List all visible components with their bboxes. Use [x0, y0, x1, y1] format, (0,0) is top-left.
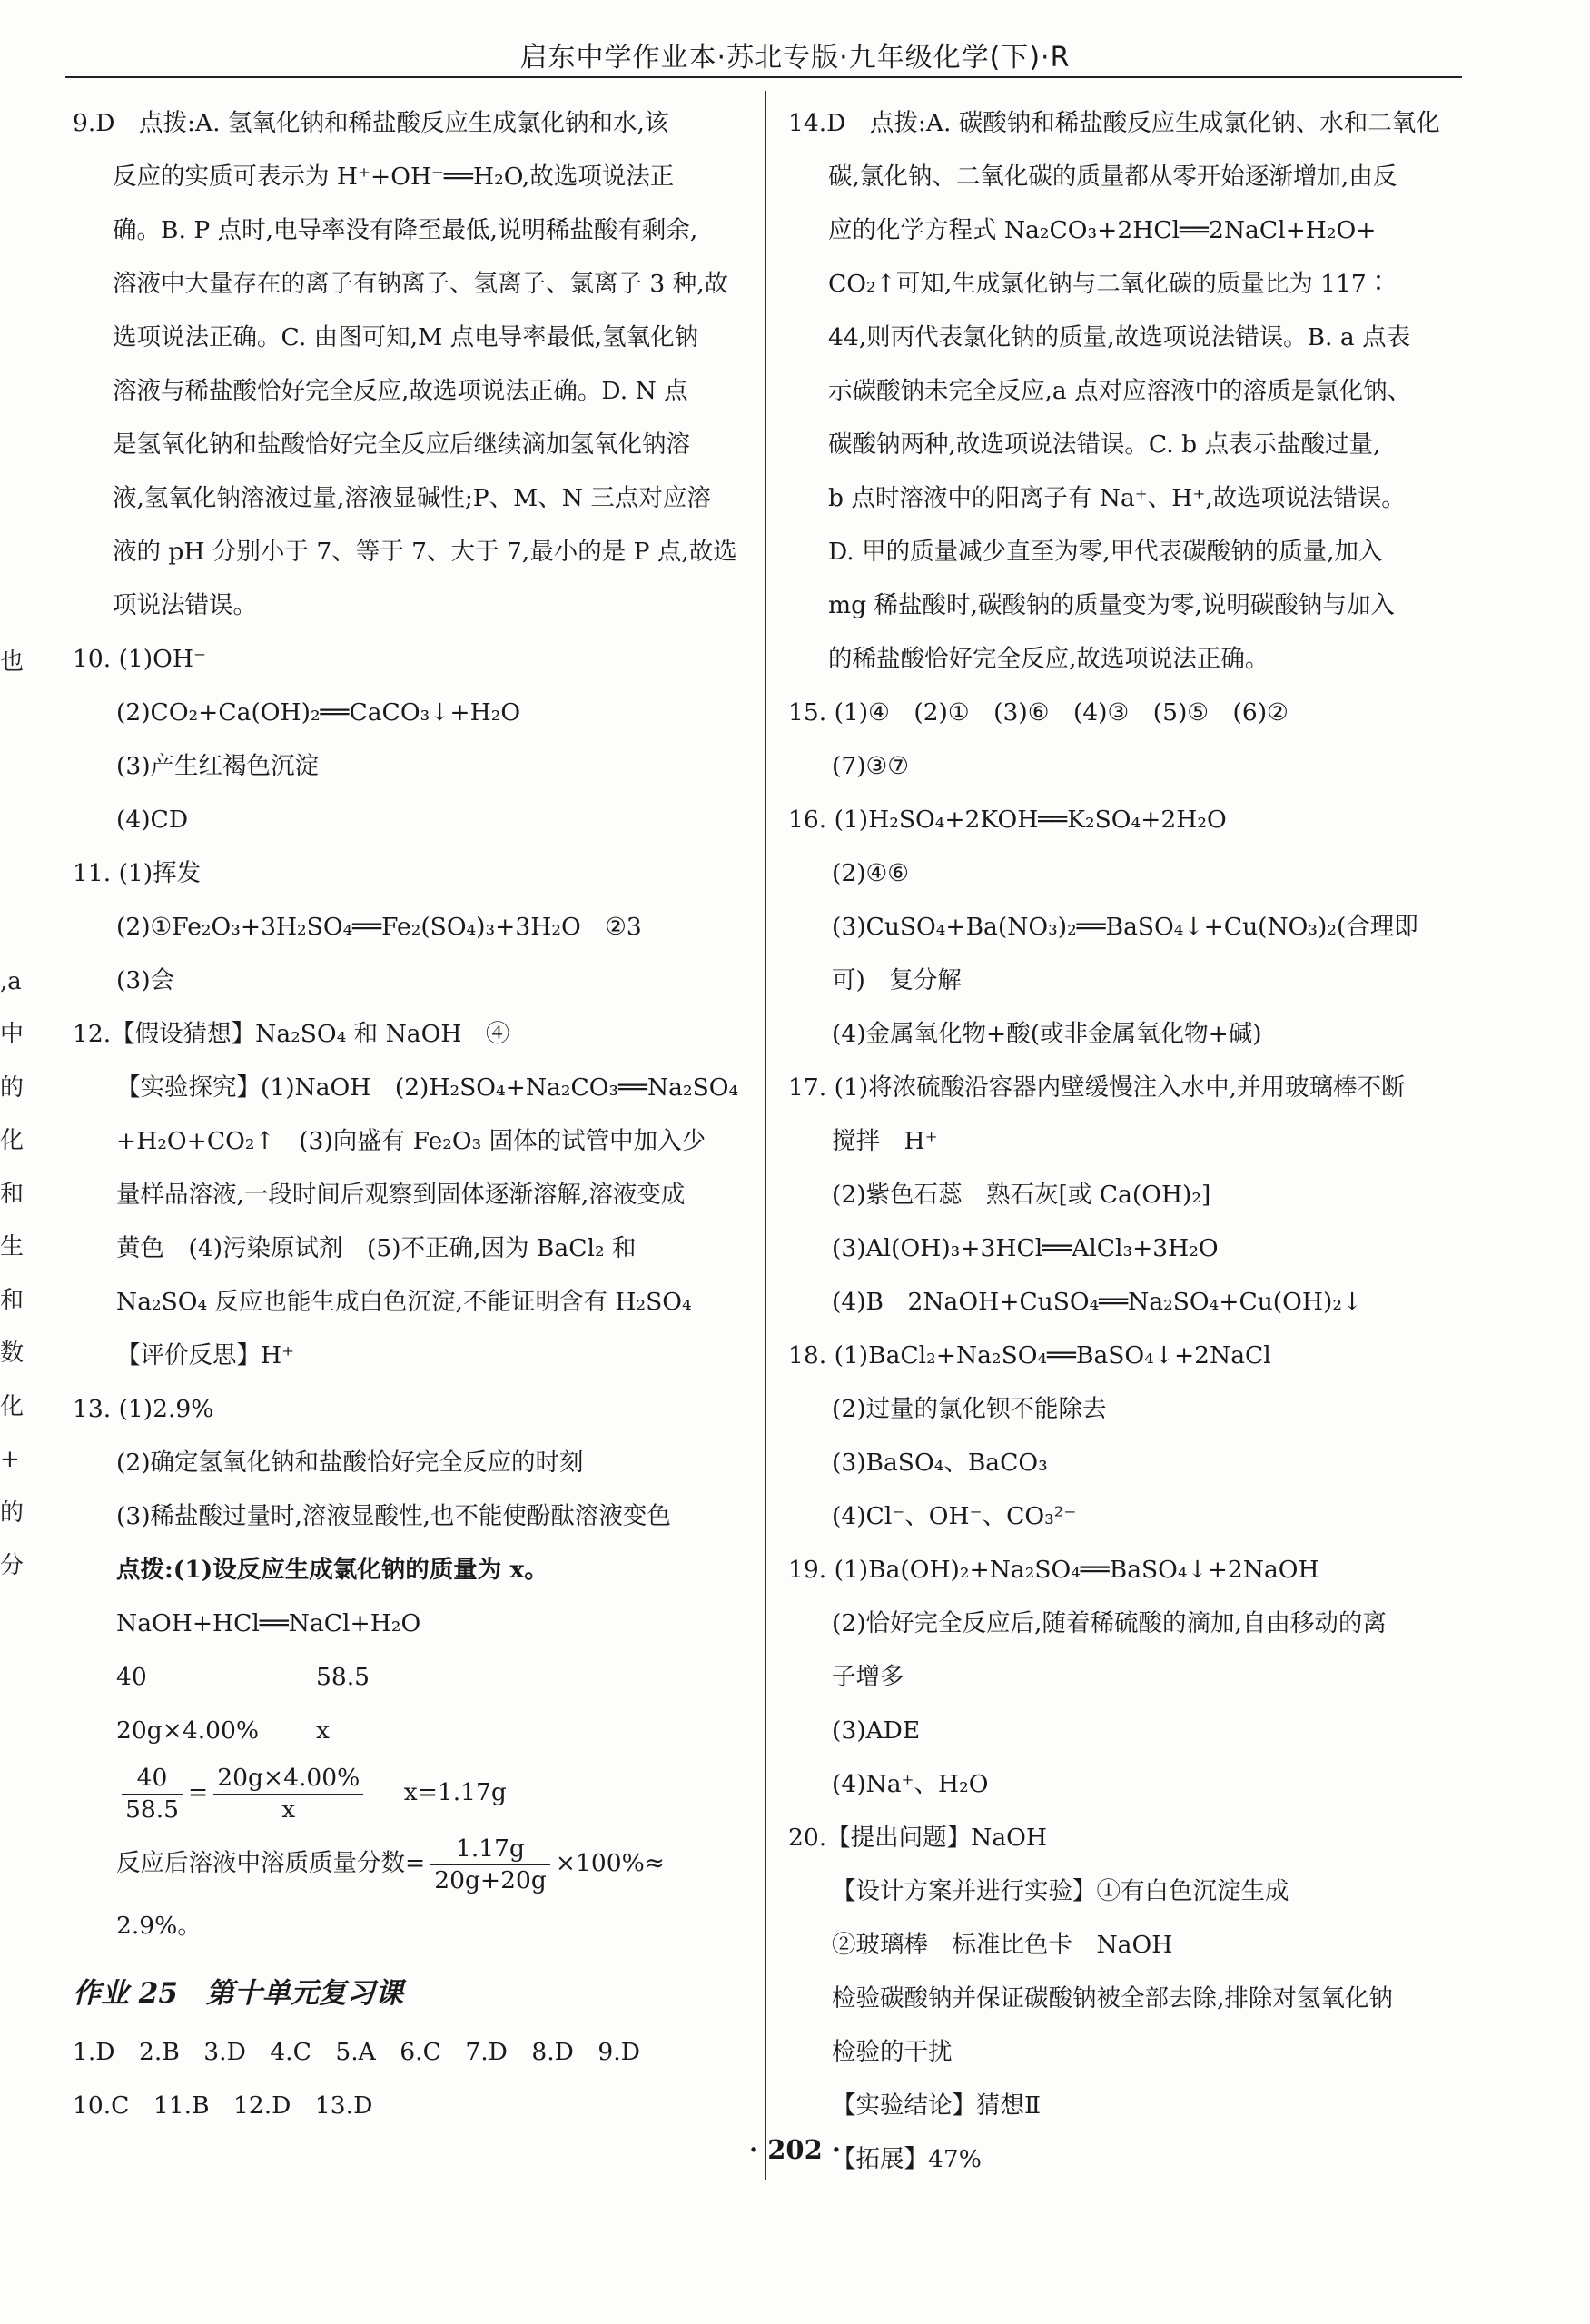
answer-q11: 11. (1)挥发 (2)①Fe₂O₃+3H₂SO₄══Fe₂(SO₄)₃+3H₂O ②3 (3)会 [73, 859, 642, 994]
answer-q18: 18. (1)BaCl₂+Na₂SO₄══BaSO₄↓+2NaCl (2)过量的氯化钡不能除去 (3)BaSO₄、BaCO₃ (4)Cl⁻、OH⁻、CO₃²⁻ [788, 1341, 1271, 1530]
left-margin-cropped-text: 也 ,a 中 的 化 和 生 和 数 化 + 的 分 [0, 648, 25, 1579]
page-header: 启东中学作业本·苏北专版·九年级化学(下)·R [519, 42, 1071, 74]
mass-fraction-equation: 反应后溶液中溶质质量分数= $\frac{1.17g}{20g+20g}$ ×100%≈ [116, 1834, 665, 1894]
answer-q16: 16. (1)H₂SO₄+2KOH══K₂SO₄+2H₂O (2)④⑥ (3)CuSO₄+Ba(NO₃)₂══BaSO₄↓+Cu(NO₃)₂(合理即 可) 复分解 (4)金属氧化物+酸(或非金属氧化物+碱) [788, 806, 1418, 1048]
section-title: 作业 25 第十单元复习课 [73, 1977, 403, 2010]
answer-list: 1.D 2.B 3.D 4.C 5.A 6.C 7.D 8.D 9.D 10.C 11.B 12.D 13.D [73, 2038, 640, 2120]
page-number: · 202 · [749, 2134, 841, 2165]
answer-q10: 10. (1)OH⁻ (2)CO₂+Ca(OH)₂══CaCO₃↓+H₂O (3)产生红褐色沉淀 (4)CD [73, 645, 521, 834]
calc-row-molar: 40 58.5 [116, 1663, 370, 1691]
answer-q12: 12.【假设猜想】Na₂SO₄ 和 NaOH ④ 【实验探究】(1)NaOH (2)H₂SO₄+Na₂CO₃══Na₂SO₄ +H₂O+CO₂↑ (3)向盛有 Fe₂O₃ 固体的试管中加入少 量样品溶液,一段时间后观察到固体逐渐溶解,溶液变成 黄色 (4)污染原试剂 (5)不正确,因为 BaCl₂ 和 Na₂SO₄ 反应也能生成白色沉淀,不能证明含有 H₂SO₄ 【评价反思】H⁺ [73, 1020, 739, 1370]
answer-q14: 14.D 点拨:A. 碳酸钠和稀盐酸反应生成氯化钠、水和二氧化 碳,氯化钠、二氧化碳的质量都从零开始逐渐增加,由反 应的化学方程式 Na₂CO₃+2HCl══2NaCl+H₂O+ CO₂↑可知,生成氯化钠与二氧化碳的质量比为 117∶ 44,则丙代表氯化钠的质量,故选项说法错误。B. a 点表 示碳酸钠未完全反应,a 点对应溶液中的溶质是氯化钠、 碳酸钠两种,故选项说法错误。C. b 点表示盐酸过量, b 点时溶液中的阳离子有 Na⁺、H⁺,故选项说法错误。 D. 甲的质量减少直至为零,甲代表碳酸钠的质量,加入 mg 稀盐酸时,碳酸钠的质量变为零,说明碳酸钠与加入 的稀盐酸恰好完全反应,故选项说法正确。 [788, 109, 1440, 673]
ratio-equation: $\frac{40}{58.5}$ = $\frac{20g\times 4.00\%}{x}$ x=1.17g [73, 1757, 745, 1828]
left-column [73, 96, 745, 2132]
answer-q9: 9.D 点拨:A. 氢氧化钠和稀盐酸反应生成氯化钠和水,该 反应的实质可表示为 H⁺+OH⁻══H₂O,故选项说法正 确。B. P 点时,电导率没有降至最低,说明稀盐酸有剩余, 溶液中大量存在的离子有钠离子、氢离子、氯离子 3 种,故 选项说法正确。C. 由图可知,M 点电导率最低,氢氧化钠 溶液与稀盐酸恰好完全反应,故选项说法正确。D. N 点 是氢氧化钠和盐酸恰好完全反应后继续滴加氢氧化钠溶 液,氢氧化钠溶液过量,溶液显碱性;P、M、N 三点对应溶 液的 pH 分别小于 7、等于 7、大于 7,最小的是 P 点,故选 项说法错误。 [73, 109, 737, 619]
right-column [788, 96, 1471, 2186]
answer-q17: 17. (1)将浓硫酸沿容器内壁缓慢注入水中,并用玻璃棒不断 搅拌 H⁺ (2)紫色石蕊 熟石灰[或 Ca(OH)₂] (3)Al(OH)₃+3HCl══AlCl₃+3H₂O (4)B 2NaOH+CuSO₄══Na₂SO₄+Cu(OH)₂↓ [788, 1073, 1406, 1316]
column-divider [765, 91, 766, 2180]
header-rule [65, 76, 1462, 78]
answer-q15: 15. (1)④ (2)① (3)⑥ (4)③ (5)⑤ (6)② (7)③⑦ [788, 698, 1289, 780]
answer-q13: 13. (1)2.9% (2)确定氢氧化钠和盐酸恰好完全反应的时刻 (3)稀盐酸过量时,溶液显酸性,也不能使酚酞溶液变色 点拨:(1)设反应生成氯化钠的质量为 x。 NaOH+HCl══NaCl+H₂O 40 58.5 20g×4.00% x $\frac{40}{58.5}$ = $\frac{20g\times 4.00\%}{x}$ x=1.17g 反应后溶液中溶质质量分数= $\frac{1.17g}{20g+20g}$ ×100%≈ 2.9%。 [73, 1382, 745, 1953]
answer-q19: 19. (1)Ba(OH)₂+Na₂SO₄══BaSO₄↓+2NaOH (2)恰好完全反应后,随着稀硫酸的滴加,自由移动的离 子增多 (3)ADE (4)Na⁺、H₂O [788, 1556, 1387, 1798]
calc-row-mass: 20g×4.00% x [116, 1716, 330, 1745]
answer-q20: 20.【提出问题】NaOH 【设计方案并进行实验】①有白色沉淀生成 ②玻璃棒 标准比色卡 NaOH 检验碳酸钠并保证碳酸钠被全部去除,排除对氢氧化钠 检验的干扰 【实验结论】猜想Ⅱ 【拓展】47% [788, 1824, 1393, 2173]
